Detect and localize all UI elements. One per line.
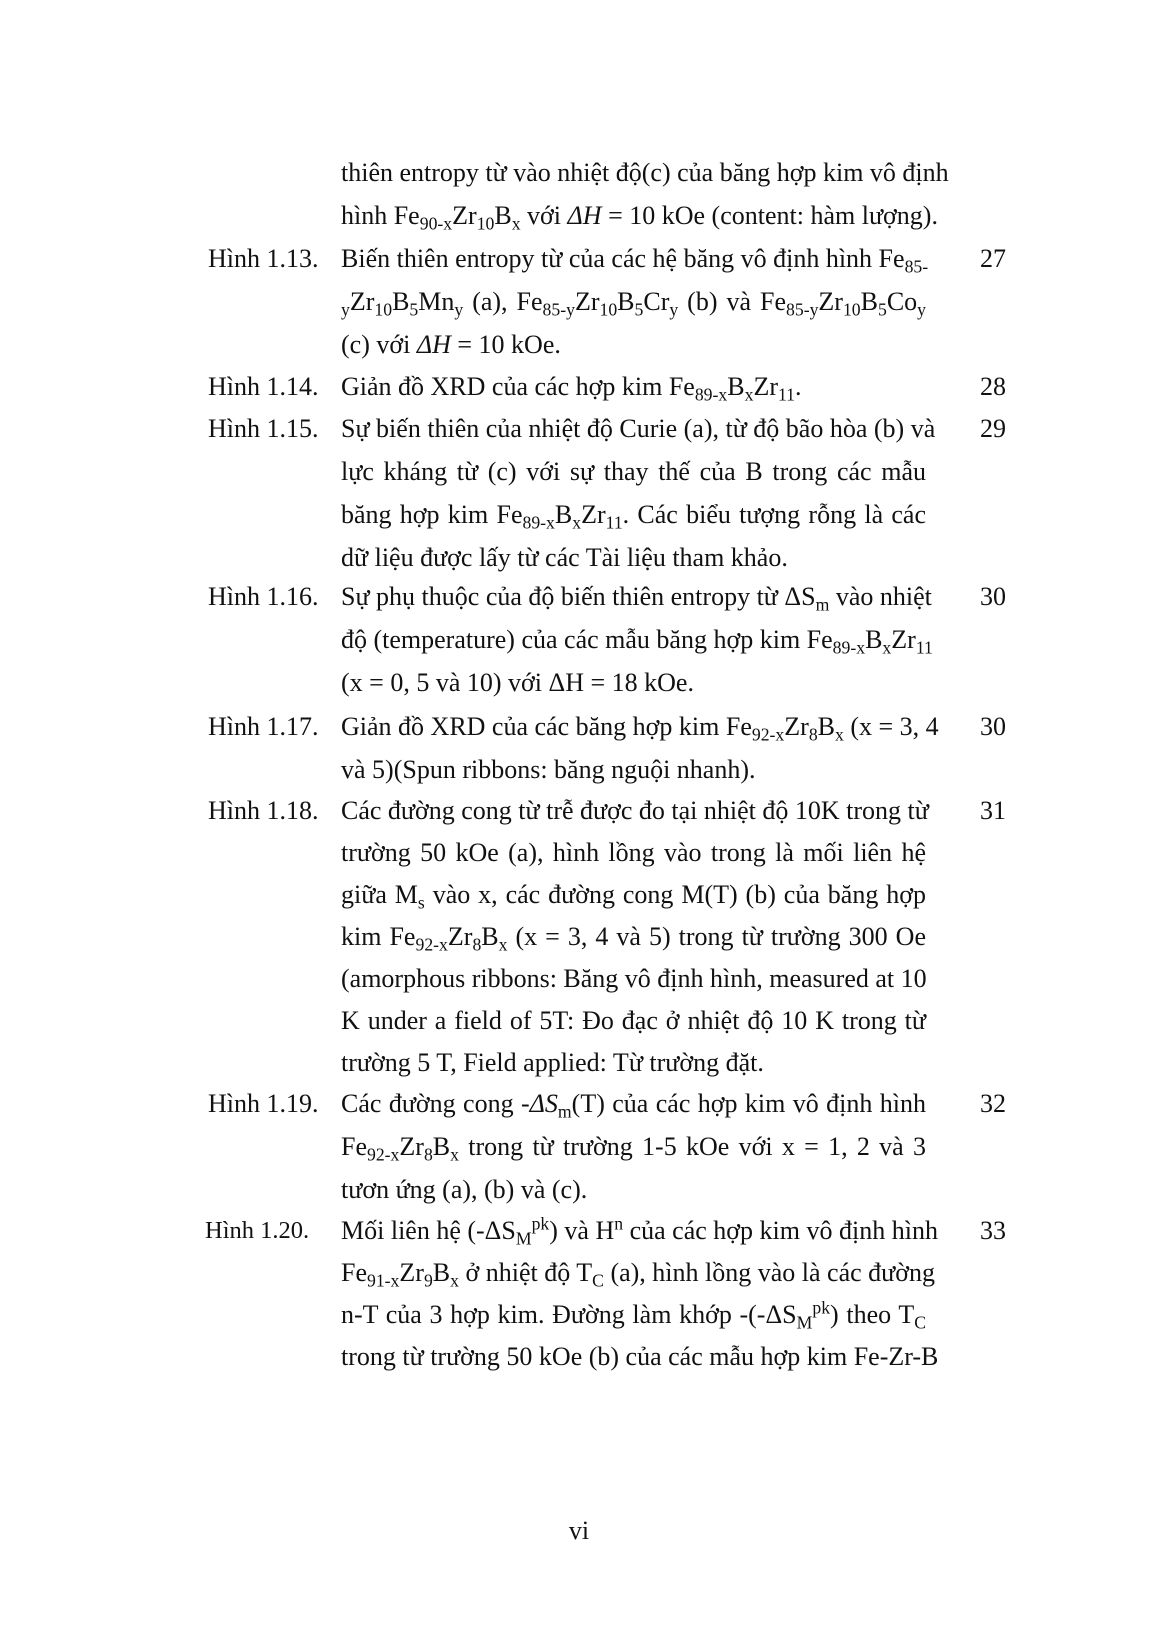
caption-line: dữ liệu được lấy từ các Tài liệu tham khảo.: [341, 543, 788, 572]
figure-label: Hình 1.19.: [208, 1089, 319, 1118]
caption-line: K under a field of 5T: Đo đạc ở nhiệt độ 10 K trong từ: [341, 1006, 926, 1035]
caption-line: tươn ứng (a), (b) và (c).: [341, 1175, 588, 1204]
caption-line: Mối liên hệ $(-\Delta S_M^{pk})$ và $H^n$ của các hợp kim vô định hình: [341, 1213, 938, 1249]
caption-line: băng hợp kim $Fe_{89-x}B_xZr_{11}$. Các biểu tượng rỗng là các: [341, 500, 926, 533]
caption-line: và 5)(Spun ribbons: băng nguội nhanh).: [341, 755, 756, 784]
figure-label: Hình 1.13.: [208, 244, 319, 273]
figure-page-number: 32: [980, 1089, 1006, 1118]
figure-page-number: 31: [980, 796, 1006, 825]
figure-page-number: 29: [980, 414, 1006, 443]
caption-line: (x = 0, 5 và 10) với ΔH = 18 kOe.: [341, 668, 694, 697]
caption-line: $_yZr_{10}B_5Mn_y$ (a), $Fe_{85-y}Zr_{10}B_5Cr_y$ (b) và $Fe_{85-y}Zr_{10}B_5Co_y$: [341, 287, 927, 320]
caption-line: thiên entropy từ vào nhiệt độ(c) của băng hợp kim vô định: [341, 158, 949, 187]
caption-line: Giản đồ XRD của các băng hợp kim $Fe_{92-x}Zr_8B_x$ (x = 3, 4: [341, 712, 939, 745]
caption-line: trong từ trường 50 kOe (b) của các mẫu hợp kim Fe-Zr-B: [341, 1342, 939, 1371]
figure-label: Hình 1.14.: [208, 372, 319, 401]
caption-line: Biến thiên entropy từ của các hệ băng vô định hình $Fe_{85-}$: [341, 244, 929, 277]
figure-label: Hình 1.18.: [208, 796, 319, 825]
caption-line: hình $Fe_{90-x}Zr_{10}B_x$ với ΔH = 10 kOe (content: hàm lượng).: [341, 201, 938, 234]
caption-line: (amorphous ribbons: Băng vô định hình, measured at 10: [341, 964, 927, 993]
caption-line: Sự phụ thuộc của độ biến thiên entropy từ $\Delta S_m$ vào nhiệt: [341, 582, 932, 615]
caption-line: n-T của 3 hợp kim. Đường làm khớp $-(-\Delta S_M^{pk})$ theo $T_C$: [341, 1297, 926, 1333]
caption-line: độ (temperature) của các mẫu băng hợp kim $Fe_{89-x}B_xZr_{11}$: [341, 625, 933, 658]
caption-line: Giản đồ XRD của các hợp kim $Fe_{89-x}B_xZr_{11}$.: [341, 372, 802, 405]
caption-line: Các đường cong từ trễ được đo tại nhiệt độ 10K trong từ: [341, 796, 929, 825]
caption-line: kim $Fe_{92-x}Zr_8B_x$ (x = 3, 4 và 5) trong từ trường 300 Oe: [341, 922, 926, 955]
caption-line: trường 5 T, Field applied: Từ trường đặt.: [341, 1048, 764, 1077]
caption-line: Sự biến thiên của nhiệt độ Curie (a), từ độ bão hòa (b) và: [341, 414, 936, 443]
figure-page-number: 28: [980, 372, 1006, 401]
figure-page-number: 30: [980, 582, 1006, 611]
page-footer-number: vi: [568, 1516, 590, 1545]
caption-line: (c) với ΔH = 10 kOe.: [341, 330, 561, 359]
caption-line: $Fe_{92-x}Zr_8B_x$ trong từ trường 1-5 kOe với x = 1, 2 và 3: [341, 1132, 926, 1165]
figure-page-number: 33: [980, 1216, 1006, 1245]
caption-line: Các đường cong $-\Delta S_m(T)$ của các hợp kim vô định hình: [341, 1089, 926, 1122]
figure-label: Hình 1.15.: [208, 414, 319, 443]
caption-line: trường 50 kOe (a), hình lồng vào trong là mối liên hệ: [341, 838, 926, 867]
figure-page-number: 27: [980, 244, 1006, 273]
figure-page-number: 30: [980, 712, 1006, 741]
caption-line: $Fe_{91-x}Zr_9B_x$ ở nhiệt độ $T_C$ (a), hình lồng vào là các đường: [341, 1258, 936, 1291]
figure-label: Hình 1.20.: [205, 1217, 310, 1244]
caption-line: lực kháng từ (c) với sự thay thế của B trong các mẫu: [341, 457, 926, 486]
figure-label: Hình 1.16.: [208, 582, 319, 611]
figure-label: Hình 1.17.: [208, 712, 319, 741]
caption-line: giữa $M_s$ vào x, các đường cong M(T) (b) của băng hợp: [341, 880, 926, 913]
